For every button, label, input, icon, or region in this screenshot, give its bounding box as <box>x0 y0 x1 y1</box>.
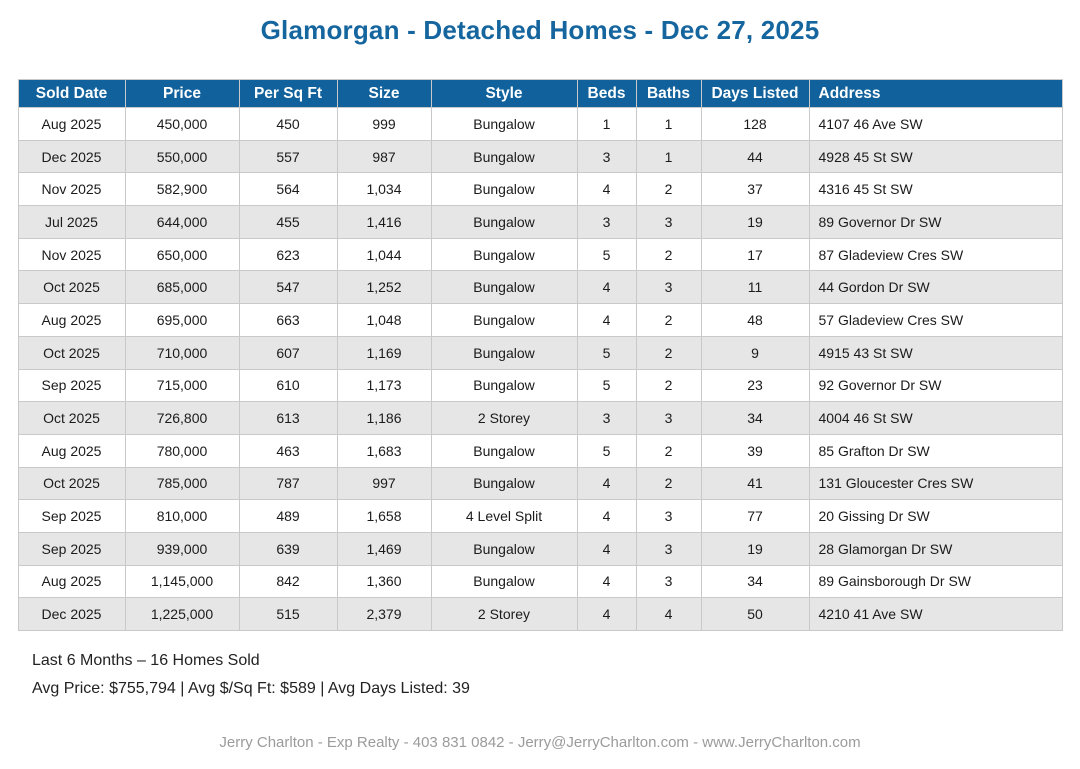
cell-sold-date: Jul 2025 <box>18 206 125 239</box>
cell-baths: 3 <box>636 271 701 304</box>
cell-baths: 2 <box>636 173 701 206</box>
cell-size: 997 <box>337 467 431 500</box>
cell-days-listed: 41 <box>701 467 809 500</box>
cell-address: 4004 46 St SW <box>809 402 1062 435</box>
cell-sold-date: Dec 2025 <box>18 598 125 631</box>
cell-sold-date: Aug 2025 <box>18 304 125 337</box>
column-header-baths: Baths <box>636 80 701 108</box>
cell-per-sq-ft: 557 <box>239 140 337 173</box>
cell-per-sq-ft: 547 <box>239 271 337 304</box>
table-row <box>18 467 1062 500</box>
table-row <box>18 565 1062 598</box>
cell-style: Bungalow <box>431 271 577 304</box>
cell-price: 695,000 <box>125 304 239 337</box>
cell-per-sq-ft: 515 <box>239 598 337 631</box>
cell-sold-date: Nov 2025 <box>18 238 125 271</box>
cell-style: Bungalow <box>431 206 577 239</box>
cell-beds: 1 <box>577 108 636 141</box>
cell-address: 4915 43 St SW <box>809 336 1062 369</box>
cell-price: 939,000 <box>125 532 239 565</box>
cell-beds: 3 <box>577 206 636 239</box>
cell-sold-date: Oct 2025 <box>18 271 125 304</box>
cell-address: 131 Gloucester Cres SW <box>809 467 1062 500</box>
table-row <box>18 369 1062 402</box>
table-row <box>18 598 1062 631</box>
cell-per-sq-ft: 663 <box>239 304 337 337</box>
cell-style: 2 Storey <box>431 598 577 631</box>
table-row <box>18 140 1062 173</box>
summary-averages: Avg Price: $755,794 | Avg $/Sq Ft: $589 | Avg Days Listed: 39 <box>32 680 470 697</box>
cell-beds: 5 <box>577 238 636 271</box>
cell-per-sq-ft: 607 <box>239 336 337 369</box>
cell-days-listed: 9 <box>701 336 809 369</box>
cell-size: 2,379 <box>337 598 431 631</box>
cell-sold-date: Aug 2025 <box>18 434 125 467</box>
cell-size: 1,044 <box>337 238 431 271</box>
cell-beds: 4 <box>577 598 636 631</box>
cell-style: Bungalow <box>431 434 577 467</box>
cell-address: 89 Governor Dr SW <box>809 206 1062 239</box>
cell-per-sq-ft: 787 <box>239 467 337 500</box>
column-header-sold-date: Sold Date <box>18 80 125 108</box>
cell-price: 810,000 <box>125 500 239 533</box>
cell-per-sq-ft: 450 <box>239 108 337 141</box>
column-header-price: Price <box>125 80 239 108</box>
cell-days-listed: 19 <box>701 206 809 239</box>
cell-sold-date: Nov 2025 <box>18 173 125 206</box>
cell-size: 1,173 <box>337 369 431 402</box>
column-header-days-listed: Days Listed <box>701 80 809 108</box>
cell-per-sq-ft: 842 <box>239 565 337 598</box>
cell-days-listed: 23 <box>701 369 809 402</box>
table-row <box>18 173 1062 206</box>
cell-baths: 1 <box>636 140 701 173</box>
cell-days-listed: 19 <box>701 532 809 565</box>
cell-style: Bungalow <box>431 238 577 271</box>
cell-baths: 3 <box>636 206 701 239</box>
cell-style: Bungalow <box>431 304 577 337</box>
cell-per-sq-ft: 455 <box>239 206 337 239</box>
cell-days-listed: 34 <box>701 402 809 435</box>
cell-sold-date: Aug 2025 <box>18 565 125 598</box>
cell-baths: 1 <box>636 108 701 141</box>
cell-size: 1,658 <box>337 500 431 533</box>
cell-size: 1,186 <box>337 402 431 435</box>
cell-sold-date: Sep 2025 <box>18 532 125 565</box>
summary-block <box>32 651 1080 698</box>
cell-price: 785,000 <box>125 467 239 500</box>
cell-baths: 2 <box>636 467 701 500</box>
cell-price: 650,000 <box>125 238 239 271</box>
table-row <box>18 304 1062 337</box>
cell-price: 715,000 <box>125 369 239 402</box>
column-header-per-sq-ft: Per Sq Ft <box>239 80 337 108</box>
cell-sold-date: Oct 2025 <box>18 467 125 500</box>
page-title: Glamorgan - Detached Homes - Dec 27, 2025 <box>260 15 820 45</box>
cell-address: 57 Gladeview Cres SW <box>809 304 1062 337</box>
cell-beds: 4 <box>577 467 636 500</box>
cell-beds: 4 <box>577 532 636 565</box>
column-header-address: Address <box>809 80 1062 108</box>
cell-baths: 3 <box>636 532 701 565</box>
cell-size: 1,416 <box>337 206 431 239</box>
cell-style: Bungalow <box>431 532 577 565</box>
cell-price: 780,000 <box>125 434 239 467</box>
column-header-size: Size <box>337 80 431 108</box>
table-row <box>18 238 1062 271</box>
cell-baths: 2 <box>636 238 701 271</box>
cell-size: 1,034 <box>337 173 431 206</box>
cell-price: 450,000 <box>125 108 239 141</box>
cell-price: 710,000 <box>125 336 239 369</box>
table-row <box>18 271 1062 304</box>
cell-size: 1,683 <box>337 434 431 467</box>
cell-address: 4928 45 St SW <box>809 140 1062 173</box>
cell-sold-date: Oct 2025 <box>18 336 125 369</box>
cell-price: 685,000 <box>125 271 239 304</box>
cell-days-listed: 39 <box>701 434 809 467</box>
cell-per-sq-ft: 623 <box>239 238 337 271</box>
cell-price: 1,145,000 <box>125 565 239 598</box>
cell-days-listed: 128 <box>701 108 809 141</box>
table-row <box>18 108 1062 141</box>
table-row <box>18 532 1062 565</box>
cell-days-listed: 34 <box>701 565 809 598</box>
cell-address: 20 Gissing Dr SW <box>809 500 1062 533</box>
cell-price: 1,225,000 <box>125 598 239 631</box>
cell-days-listed: 37 <box>701 173 809 206</box>
cell-style: Bungalow <box>431 467 577 500</box>
cell-address: 89 Gainsborough Dr SW <box>809 565 1062 598</box>
cell-style: 2 Storey <box>431 402 577 435</box>
cell-days-listed: 50 <box>701 598 809 631</box>
cell-sold-date: Aug 2025 <box>18 108 125 141</box>
cell-style: Bungalow <box>431 108 577 141</box>
table-row <box>18 500 1062 533</box>
cell-baths: 2 <box>636 304 701 337</box>
cell-beds: 5 <box>577 434 636 467</box>
cell-beds: 4 <box>577 304 636 337</box>
cell-baths: 2 <box>636 369 701 402</box>
cell-per-sq-ft: 564 <box>239 173 337 206</box>
cell-beds: 4 <box>577 271 636 304</box>
cell-sold-date: Sep 2025 <box>18 369 125 402</box>
cell-price: 644,000 <box>125 206 239 239</box>
cell-price: 726,800 <box>125 402 239 435</box>
cell-baths: 3 <box>636 500 701 533</box>
cell-price: 582,900 <box>125 173 239 206</box>
cell-sold-date: Dec 2025 <box>18 140 125 173</box>
cell-baths: 2 <box>636 434 701 467</box>
cell-sold-date: Oct 2025 <box>18 402 125 435</box>
table-row <box>18 402 1062 435</box>
cell-days-listed: 44 <box>701 140 809 173</box>
cell-address: 85 Grafton Dr SW <box>809 434 1062 467</box>
cell-address: 44 Gordon Dr SW <box>809 271 1062 304</box>
cell-per-sq-ft: 463 <box>239 434 337 467</box>
cell-style: Bungalow <box>431 565 577 598</box>
cell-size: 1,252 <box>337 271 431 304</box>
column-header-style: Style <box>431 80 577 108</box>
cell-style: Bungalow <box>431 140 577 173</box>
cell-size: 1,469 <box>337 532 431 565</box>
cell-style: 4 Level Split <box>431 500 577 533</box>
cell-beds: 4 <box>577 565 636 598</box>
cell-address: 92 Governor Dr SW <box>809 369 1062 402</box>
cell-baths: 4 <box>636 598 701 631</box>
table-row <box>18 434 1062 467</box>
cell-style: Bungalow <box>431 369 577 402</box>
cell-size: 999 <box>337 108 431 141</box>
cell-beds: 5 <box>577 336 636 369</box>
cell-beds: 3 <box>577 402 636 435</box>
cell-address: 28 Glamorgan Dr SW <box>809 532 1062 565</box>
column-header-beds: Beds <box>577 80 636 108</box>
cell-baths: 3 <box>636 565 701 598</box>
cell-size: 1,360 <box>337 565 431 598</box>
cell-beds: 4 <box>577 173 636 206</box>
cell-per-sq-ft: 613 <box>239 402 337 435</box>
cell-days-listed: 48 <box>701 304 809 337</box>
cell-beds: 3 <box>577 140 636 173</box>
cell-days-listed: 11 <box>701 271 809 304</box>
cell-per-sq-ft: 639 <box>239 532 337 565</box>
cell-baths: 3 <box>636 402 701 435</box>
summary-homes-sold: Last 6 Months – 16 Homes Sold <box>32 652 260 669</box>
cell-beds: 4 <box>577 500 636 533</box>
cell-price: 550,000 <box>125 140 239 173</box>
table-row <box>18 336 1062 369</box>
cell-days-listed: 17 <box>701 238 809 271</box>
cell-days-listed: 77 <box>701 500 809 533</box>
cell-style: Bungalow <box>431 173 577 206</box>
table-row <box>18 206 1062 239</box>
cell-address: 4316 45 St SW <box>809 173 1062 206</box>
table-header-row <box>18 80 1062 108</box>
cell-address: 4107 46 Ave SW <box>809 108 1062 141</box>
cell-per-sq-ft: 610 <box>239 369 337 402</box>
cell-sold-date: Sep 2025 <box>18 500 125 533</box>
cell-per-sq-ft: 489 <box>239 500 337 533</box>
table-body <box>18 108 1062 631</box>
cell-beds: 5 <box>577 369 636 402</box>
cell-address: 87 Gladeview Cres SW <box>809 238 1062 271</box>
cell-size: 1,169 <box>337 336 431 369</box>
sold-listings-table <box>18 79 1063 631</box>
cell-baths: 2 <box>636 336 701 369</box>
cell-address: 4210 41 Ave SW <box>809 598 1062 631</box>
cell-style: Bungalow <box>431 336 577 369</box>
cell-size: 987 <box>337 140 431 173</box>
footer-contact: Jerry Charlton - Exp Realty - 403 831 0842 - Jerry@JerryCharlton.com - www.JerryCharlton.com <box>219 734 861 751</box>
cell-size: 1,048 <box>337 304 431 337</box>
